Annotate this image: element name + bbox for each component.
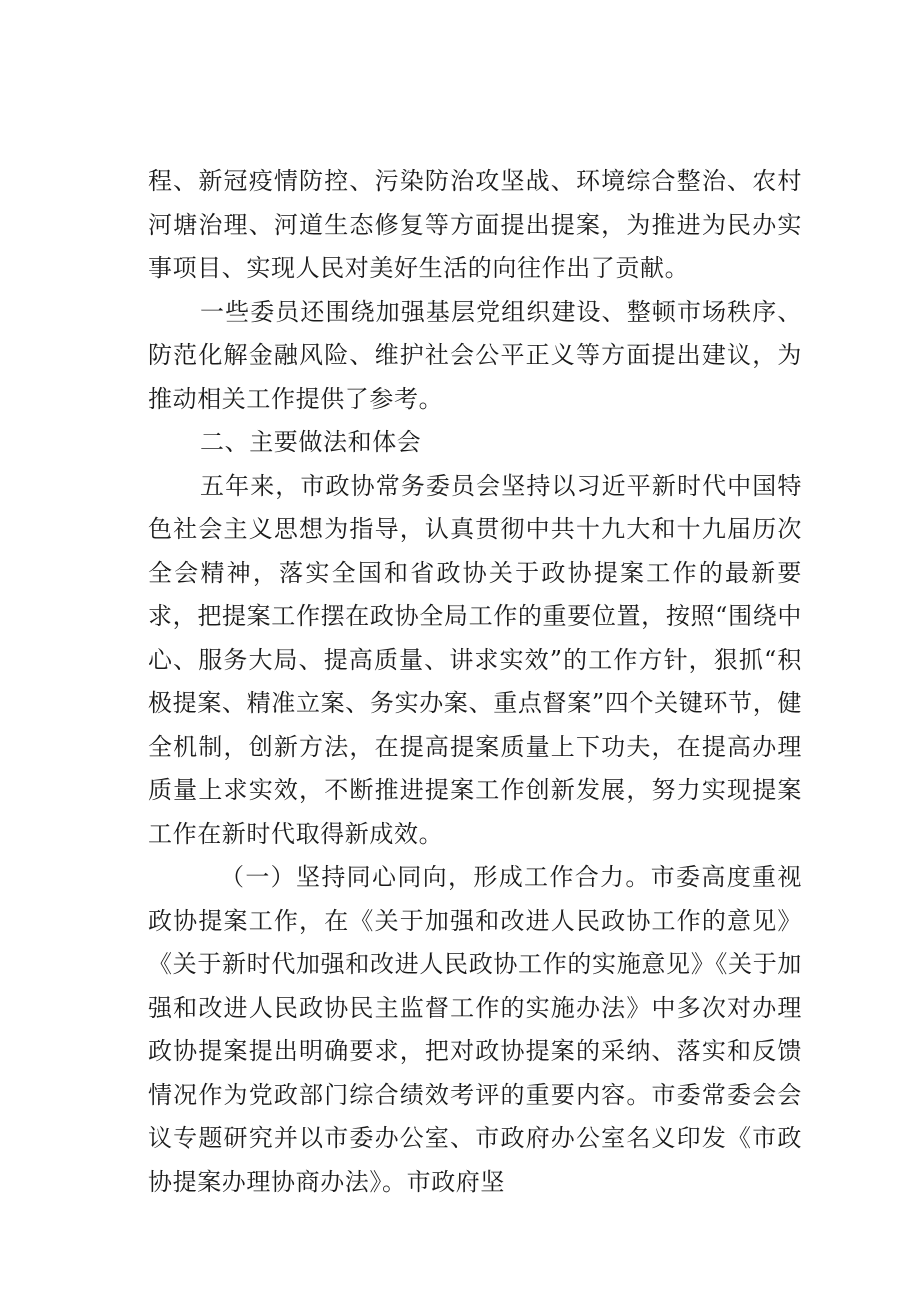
document-body (148, 160, 802, 1204)
paragraph-subsection-one: （一）坚持同心同向，形成工作合力。市委高度重视政协提案工作，在《关于加强和改进人民政协工作的意见》《关于新时代加强和改进人民政协工作的实施意见》《关于加强和改进人民政协民主监督工作的实施办法》中多次对办理政协提案提出明确要求，把对政协提案的采纳、落实和反馈情况作为党政部门综合绩效考评的重要内容。市委常委会会议专题研究并以市委办公室、市政府办公室名义印发《市政协提案办理协商办法》。市政府坚 (148, 863, 802, 1196)
paragraph-committee-suggestions: 一些委员还围绕加强基层党组织建设、整顿市场秩序、防范化解金融风险、维护社会公平正义等方面提出建议，为推动相关工作提供了参考。 (148, 297, 802, 413)
paragraph-continuation: 程、新冠疫情防控、污染防治攻坚战、环境综合整治、农村河塘治理、河道生态修复等方面提出提案，为推进为民办实事项目、实现人民对美好生活的向往作出了贡献。 (148, 167, 802, 282)
section-heading: 二、主要做法和体会 (200, 428, 422, 456)
paragraph-five-years: 五年来，市政协常务委员会坚持以习近平新时代中国特色社会主义思想为指导，认真贯彻中共十九大和十九届历次全会精神，落实全国和省政协关于政协提案工作的最新要求，把提案工作摆在政协全局工作的重要位置，按照“围绕中心、服务大局、提高质量、讲求实效”的工作方针，狠抓“积极提案、精准立案、务实办案、重点督案”四个关键环节，健全机制，创新方法，在提高提案质量上下功夫，在提高办理质量上求实效，不断推进提案工作创新发展，努力实现提案工作在新时代取得新成效。 (148, 471, 802, 848)
